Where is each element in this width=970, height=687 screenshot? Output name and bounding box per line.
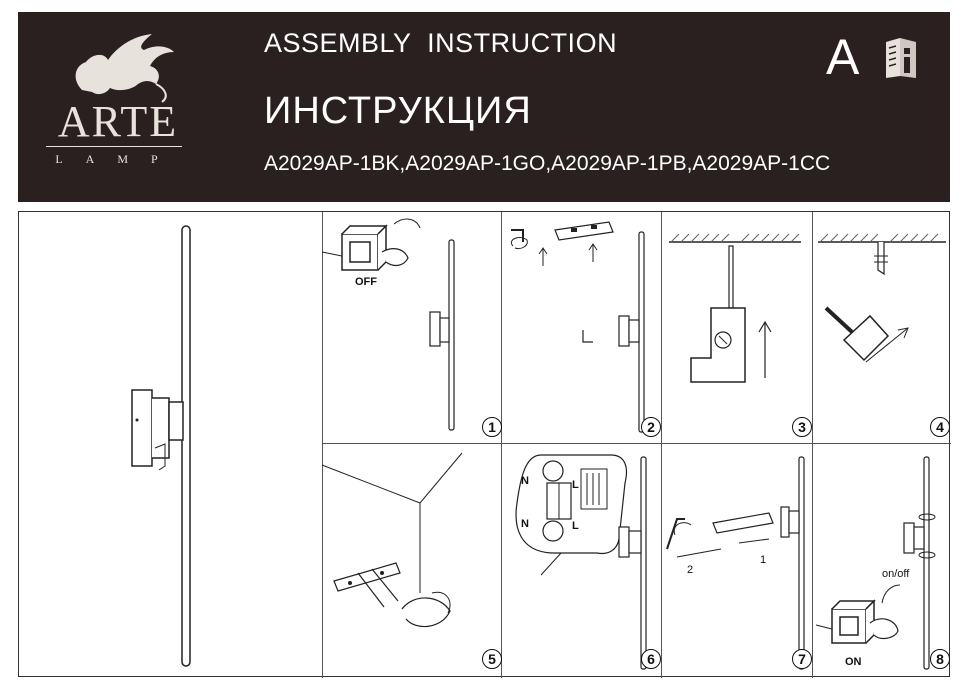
step3-number: 3 <box>792 417 812 437</box>
step6-wire-label-l1: L <box>572 479 579 491</box>
step7-arrow-label-1: 1 <box>760 554 767 566</box>
brand-subtitle: LAMP <box>55 152 181 166</box>
title-russian: ИНСТРУКЦИЯ <box>264 90 532 132</box>
step1-illustration <box>322 212 501 443</box>
step6-wire-label-n1: N <box>521 475 529 487</box>
step5-illustration <box>322 443 501 678</box>
model-numbers: A2029AP-1BK,A2029AP-1GO,A2029AP-1PB,A2029AP-1CC <box>264 152 831 175</box>
step1-off-label: OFF <box>355 276 377 288</box>
header-banner <box>18 12 950 202</box>
step7-illustration <box>661 443 812 678</box>
step2-illustration <box>501 212 661 443</box>
step6-number: 6 <box>641 649 661 669</box>
brand-logo <box>18 12 218 202</box>
brand-name: ARTE <box>57 97 179 146</box>
lamp-product-illustration <box>19 212 319 678</box>
language-letter: A <box>826 29 860 85</box>
step4-illustration <box>812 212 951 443</box>
logo-divider <box>46 146 182 147</box>
step1-number: 1 <box>482 417 502 437</box>
instruction-panels <box>18 211 950 677</box>
step6-wire-label-l2: L <box>572 520 579 532</box>
step3-illustration <box>661 212 812 443</box>
step7-arrow-label-2: 2 <box>687 564 694 576</box>
step5-number: 5 <box>482 649 502 669</box>
winged-lion-icon <box>52 30 182 105</box>
step8-illustration <box>812 443 951 678</box>
step2-number: 2 <box>641 417 661 437</box>
step4-number: 4 <box>930 417 950 437</box>
step8-number: 8 <box>930 649 950 669</box>
step7-number: 7 <box>792 649 812 669</box>
manual-info-icon <box>882 34 922 80</box>
step8-on-label: ON <box>845 656 862 668</box>
step6-wire-label-n2: N <box>521 518 529 530</box>
title-english: ASSEMBLY INSTRUCTION <box>264 28 618 58</box>
step8-switch-label: on/off <box>882 568 910 580</box>
